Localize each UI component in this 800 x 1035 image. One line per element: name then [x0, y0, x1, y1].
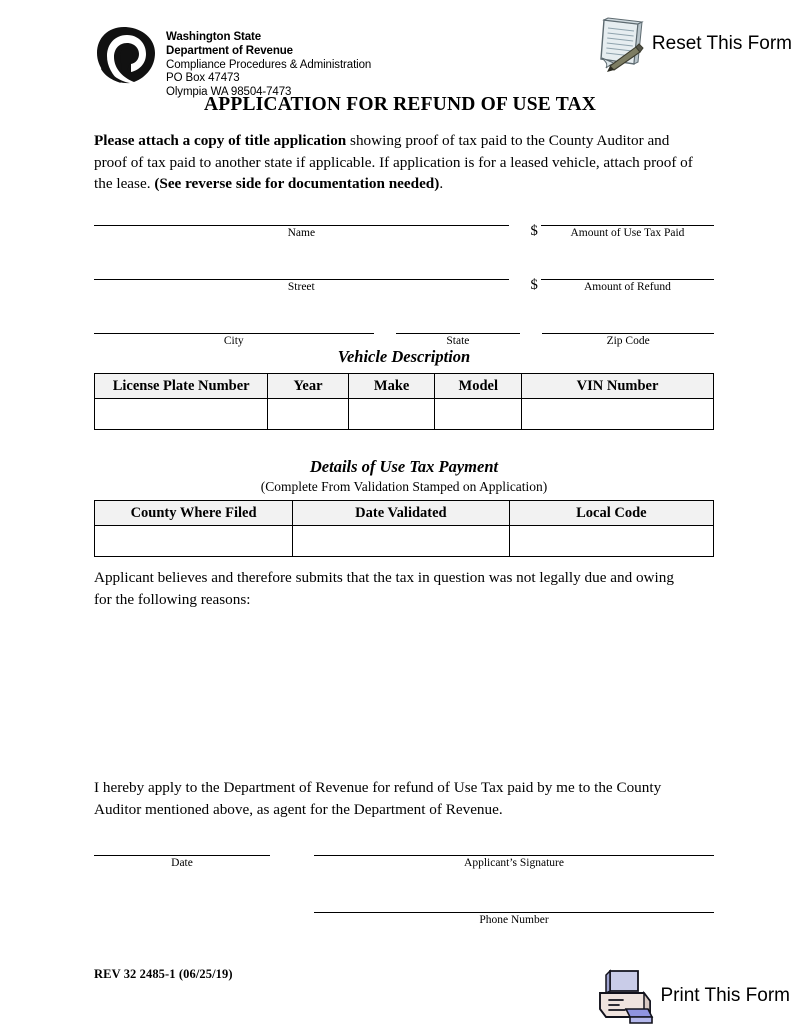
- column-header-model: Model: [435, 374, 522, 399]
- name-input[interactable]: [94, 206, 509, 226]
- cell-date-validated[interactable]: [293, 526, 510, 557]
- column-header-vin: VIN Number: [522, 374, 714, 399]
- refund-amount-field[interactable]: [530, 260, 714, 295]
- state-caption: State: [446, 334, 470, 347]
- column-header-county-where-filed: County Where Filed: [95, 501, 293, 526]
- declaration-paragraph: I hereby apply to the Department of Revenue for refund of Use Tax paid by me to the County Auditor mentioned above, as agent for the Department of Revenue.: [94, 779, 662, 819]
- agency-line-1: Washington State: [166, 31, 262, 43]
- agency-city-state-zip: Olympia WA 98504-7473: [166, 86, 292, 99]
- signature-block: [94, 836, 714, 928]
- zip-input[interactable]: [542, 314, 714, 334]
- applicant-signature-caption: Applicant’s Signature: [464, 857, 564, 869]
- date-signature-row: [94, 836, 714, 871]
- agency-division: Compliance Procedures & Administration: [166, 58, 372, 71]
- cell-year[interactable]: [268, 399, 348, 430]
- vehicle-section-heading: Vehicle Description: [337, 347, 471, 366]
- cell-vin[interactable]: [522, 399, 714, 430]
- street-caption: Street: [287, 280, 315, 293]
- state-field[interactable]: [396, 314, 521, 349]
- zip-field[interactable]: [542, 314, 714, 349]
- street-input[interactable]: [94, 260, 509, 280]
- cell-local-code[interactable]: [509, 526, 713, 557]
- use-tax-paid-field[interactable]: [530, 206, 714, 241]
- state-input[interactable]: [396, 314, 521, 334]
- use-tax-paid-input[interactable]: [541, 206, 714, 226]
- dor-logo-icon: [94, 26, 156, 84]
- cell-model[interactable]: [435, 399, 522, 430]
- column-header-year: Year: [268, 374, 348, 399]
- intro-body: showing proof of tax paid to the County Auditor and proof of tax paid to another state if applicable. If application is for a leased vehicle, attach proof of the lease.: [94, 132, 693, 193]
- phone-number-field[interactable]: [314, 893, 714, 928]
- reset-form-label: Reset This Form: [651, 33, 792, 54]
- reasons-prompt: Applicant believes and therefore submits that the tax in question was not legally due and owing for the following reasons:: [94, 569, 674, 609]
- page-title: APPLICATION FOR REFUND OF USE TAX: [203, 94, 597, 115]
- currency-symbol-refund: $: [530, 276, 538, 293]
- currency-symbol-use-tax: $: [530, 222, 538, 239]
- street-field[interactable]: [94, 260, 509, 295]
- name-caption: Name: [287, 227, 316, 239]
- details-of-use-tax-payment-section: [94, 457, 714, 557]
- notepad-pen-icon: [594, 14, 650, 74]
- phone-number-input[interactable]: [314, 893, 714, 913]
- date-field[interactable]: [94, 836, 270, 871]
- table-header-row: [95, 501, 714, 526]
- intro-paragraph: [94, 130, 698, 195]
- column-header-local-code: Local Code: [509, 501, 713, 526]
- details-of-use-tax-payment-table: [94, 500, 714, 557]
- printer-icon: [592, 965, 658, 1027]
- date-input[interactable]: [94, 836, 270, 856]
- print-form-label: Print This Form: [660, 985, 790, 1006]
- column-header-license-plate: License Plate Number: [95, 374, 268, 399]
- column-header-make: Make: [348, 374, 435, 399]
- vehicle-description-section: [94, 347, 714, 430]
- table-header-row: [95, 374, 714, 399]
- details-section-subheading: (Complete From Validation Stamped on Application): [260, 479, 548, 494]
- vehicle-description-table: [94, 373, 714, 430]
- zip-caption: Zip Code: [606, 334, 650, 347]
- cell-make[interactable]: [348, 399, 435, 430]
- city-caption: City: [223, 334, 244, 347]
- refund-amount-caption: Amount of Refund: [583, 280, 671, 293]
- date-caption: Date: [171, 857, 193, 869]
- intro-period: .: [439, 175, 444, 193]
- cell-license-plate[interactable]: [95, 399, 268, 430]
- agency-line-2: Department of Revenue: [166, 44, 293, 57]
- revision-code: REV 32 2485-1 (06/25/19): [94, 967, 233, 981]
- table-row: [95, 526, 714, 557]
- intro-bold-lead: Please attach a copy of title application: [94, 132, 347, 149]
- column-header-date-validated: Date Validated: [293, 501, 510, 526]
- use-tax-paid-caption: Amount of Use Tax Paid: [570, 227, 685, 239]
- phone-row: [94, 893, 714, 928]
- reasons-textarea[interactable]: [94, 612, 714, 772]
- reset-form-button[interactable]: [594, 14, 792, 74]
- spacer: [94, 893, 314, 928]
- name-row: [94, 206, 714, 241]
- applicant-signature-field[interactable]: [314, 836, 714, 871]
- agency-po-box: PO Box 47473: [166, 72, 240, 85]
- phone-number-caption: Phone Number: [479, 913, 549, 926]
- intro-bold-tail: (See reverse side for documentation needed): [154, 175, 440, 193]
- street-row: [94, 260, 714, 295]
- applicant-signature-input[interactable]: [314, 836, 714, 856]
- print-form-button[interactable]: [592, 965, 790, 1027]
- table-row: [95, 399, 714, 430]
- city-state-zip-row: [94, 314, 714, 349]
- agency-text-block: [166, 26, 371, 100]
- details-section-heading: Details of Use Tax Payment: [309, 457, 499, 476]
- cell-county-where-filed[interactable]: [95, 526, 293, 557]
- city-field[interactable]: [94, 314, 374, 349]
- agency-header: [94, 26, 371, 100]
- applicant-fields-block: [94, 206, 714, 367]
- refund-amount-input[interactable]: [541, 260, 714, 280]
- name-field[interactable]: [94, 206, 509, 241]
- city-input[interactable]: [94, 314, 374, 334]
